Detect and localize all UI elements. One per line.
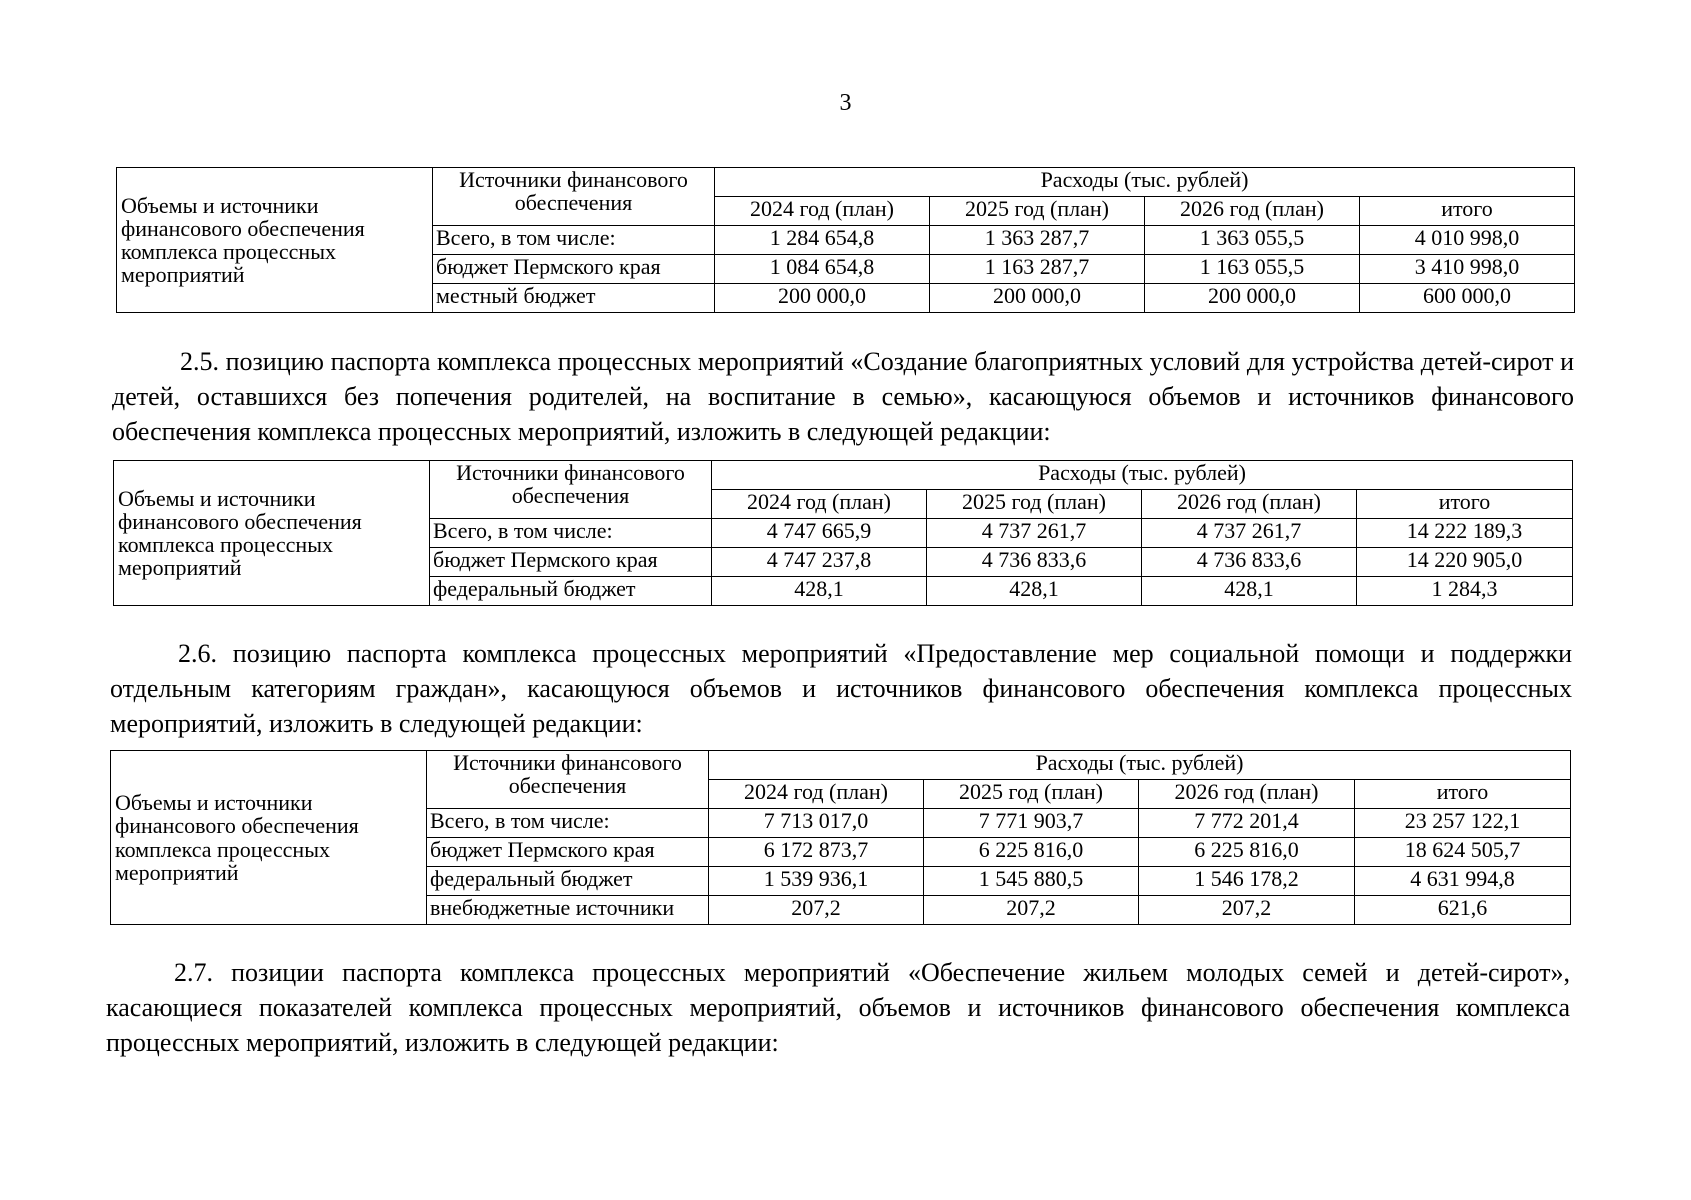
expenses-header-cell: Расходы (тыс. рублей): [712, 461, 1573, 490]
finance-table-3: [110, 750, 1571, 925]
row-header-cell: Объемы и источники финансового обеспечения комплекса процессных мероприятий: [114, 461, 430, 606]
source-header-cell: Источники финансового обеспечения: [430, 461, 712, 519]
paragraph-2-7: 2.7. позиции паспорта комплекса процессных мероприятий «Обеспечение жильем молодых семей и детей-сирот», касающиеся показателей комплекса процессных мероприятий, объемов и источников финансового обеспечения комплекса процессных мероприятий, изложить в следующей редакции:: [106, 958, 1570, 1057]
source-cell: федеральный бюджет: [427, 867, 709, 896]
value-cell: 7 713 017,0: [709, 809, 924, 838]
value-cell: 6 225 816,0: [1139, 838, 1355, 867]
year-header-2024: 2024 год (план): [709, 780, 924, 809]
value-cell: 14 222 189,3: [1357, 519, 1573, 548]
value-cell: 207,2: [709, 896, 924, 925]
source-cell: Всего, в том числе:: [427, 809, 709, 838]
value-cell: 4 747 665,9: [712, 519, 927, 548]
paragraph-2-6: 2.6. позицию паспорта комплекса процессных мероприятий «Предоставление мер социальной помощи и поддержки отдельным категориям граждан», касающуюся объемов и источников финансового обеспечения комплекса процессных мероприятий, изложить в следующей редакции:: [110, 639, 1572, 738]
value-cell: 1 363 287,7: [930, 226, 1145, 255]
value-cell: 1 539 936,1: [709, 867, 924, 896]
value-cell: 428,1: [712, 577, 927, 606]
year-header-total: итого: [1360, 197, 1575, 226]
finance-table-1: [116, 167, 1575, 313]
source-cell: Всего, в том числе:: [433, 226, 715, 255]
value-cell: 18 624 505,7: [1355, 838, 1571, 867]
year-header-2024: 2024 год (план): [712, 490, 927, 519]
source-cell: местный бюджет: [433, 284, 715, 313]
value-cell: 1 163 055,5: [1145, 255, 1360, 284]
value-cell: 4 736 833,6: [1142, 548, 1357, 577]
value-cell: 1 546 178,2: [1139, 867, 1355, 896]
value-cell: 207,2: [1139, 896, 1355, 925]
source-cell: бюджет Пермского края: [433, 255, 715, 284]
paragraph-2-5: 2.5. позицию паспорта комплекса процессных мероприятий «Создание благоприятных условий для устройства детей-сирот и детей, оставшихся без попечения родителей, на воспитание в семью», касающуюся объемов и источников финансового обеспечения комплекса процессных мероприятий, изложить в следующей редакции:: [112, 347, 1574, 446]
value-cell: 14 220 905,0: [1357, 548, 1573, 577]
year-header-2026: 2026 год (план): [1142, 490, 1357, 519]
year-header-2025: 2025 год (план): [924, 780, 1139, 809]
source-cell: федеральный бюджет: [430, 577, 712, 606]
value-cell: 621,6: [1355, 896, 1571, 925]
value-cell: 1 284,3: [1357, 577, 1573, 606]
source-cell: внебюджетные источники: [427, 896, 709, 925]
value-cell: 6 225 816,0: [924, 838, 1139, 867]
year-header-total: итого: [1355, 780, 1571, 809]
year-header-2025: 2025 год (план): [927, 490, 1142, 519]
value-cell: 200 000,0: [930, 284, 1145, 313]
value-cell: 200 000,0: [715, 284, 930, 313]
expenses-header-cell: Расходы (тыс. рублей): [715, 168, 1575, 197]
value-cell: 23 257 122,1: [1355, 809, 1571, 838]
finance-table-2: [113, 460, 1573, 606]
value-cell: 428,1: [927, 577, 1142, 606]
value-cell: 7 772 201,4: [1139, 809, 1355, 838]
value-cell: 1 545 880,5: [924, 867, 1139, 896]
year-header-2026: 2026 год (план): [1139, 780, 1355, 809]
value-cell: 4 010 998,0: [1360, 226, 1575, 255]
value-cell: 207,2: [924, 896, 1139, 925]
source-cell: Всего, в том числе:: [430, 519, 712, 548]
year-header-2024: 2024 год (план): [715, 197, 930, 226]
row-header-cell: Объемы и источники финансового обеспечения комплекса процессных мероприятий: [117, 168, 433, 313]
value-cell: 3 410 998,0: [1360, 255, 1575, 284]
value-cell: 7 771 903,7: [924, 809, 1139, 838]
value-cell: 4 737 261,7: [1142, 519, 1357, 548]
value-cell: 4 736 833,6: [927, 548, 1142, 577]
row-header-cell: Объемы и источники финансового обеспечения комплекса процессных мероприятий: [111, 751, 427, 925]
value-cell: 1 284 654,8: [715, 226, 930, 255]
expenses-header-cell: Расходы (тыс. рублей): [709, 751, 1571, 780]
value-cell: 200 000,0: [1145, 284, 1360, 313]
value-cell: 1 084 654,8: [715, 255, 930, 284]
year-header-total: итого: [1357, 490, 1573, 519]
source-header-cell: Источники финансового обеспечения: [433, 168, 715, 226]
value-cell: 428,1: [1142, 577, 1357, 606]
source-cell: бюджет Пермского края: [427, 838, 709, 867]
source-header-cell: Источники финансового обеспечения: [427, 751, 709, 809]
value-cell: 1 163 287,7: [930, 255, 1145, 284]
page-number: 3: [839, 90, 852, 116]
value-cell: 4 737 261,7: [927, 519, 1142, 548]
year-header-2026: 2026 год (план): [1145, 197, 1360, 226]
value-cell: 1 363 055,5: [1145, 226, 1360, 255]
year-header-2025: 2025 год (план): [930, 197, 1145, 226]
value-cell: 4 747 237,8: [712, 548, 927, 577]
value-cell: 600 000,0: [1360, 284, 1575, 313]
value-cell: 6 172 873,7: [709, 838, 924, 867]
value-cell: 4 631 994,8: [1355, 867, 1571, 896]
source-cell: бюджет Пермского края: [430, 548, 712, 577]
